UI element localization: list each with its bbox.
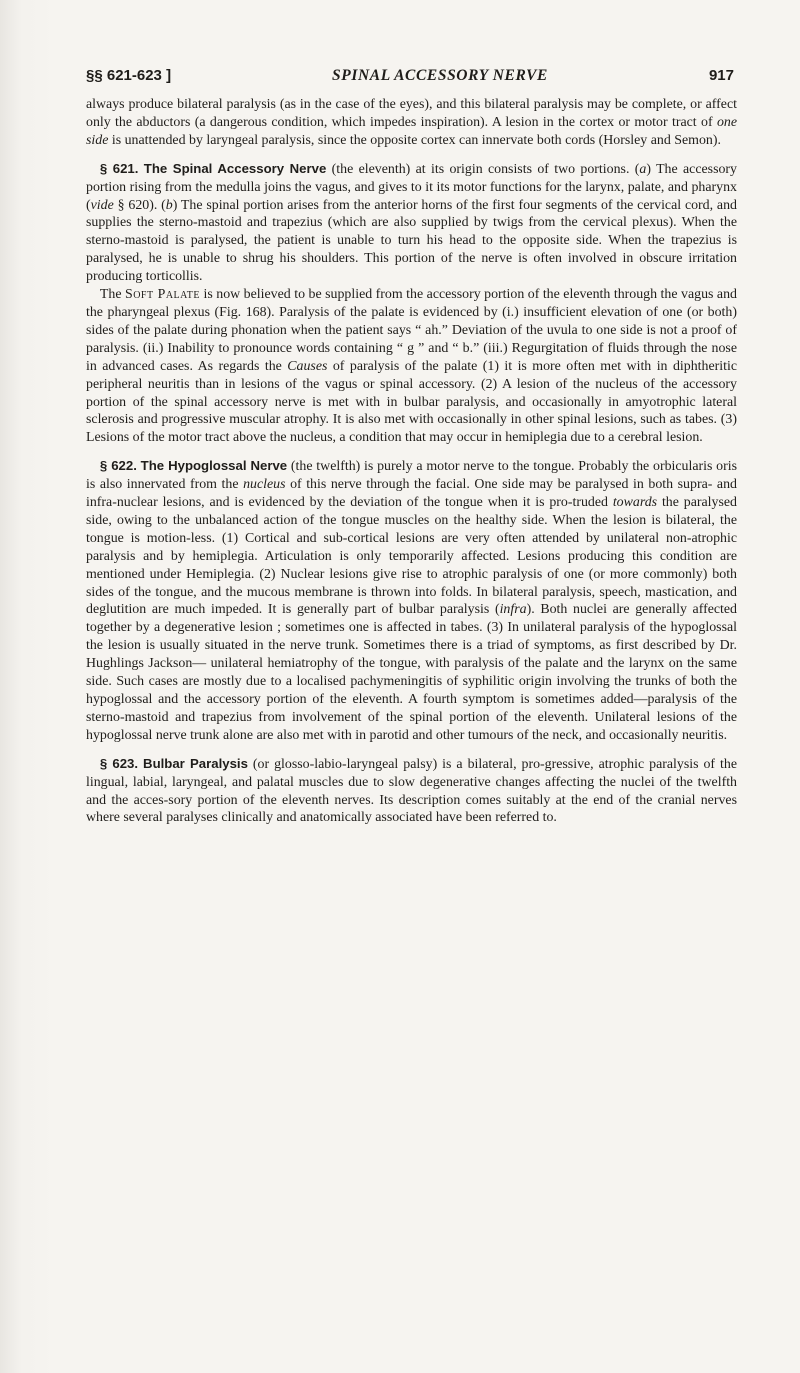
running-header xyxy=(86,66,734,86)
section-reference: §§ 621-623 ] xyxy=(86,67,172,84)
paragraph-continuation: always produce bilateral paralysis (as in the case of the eyes), and this bilateral paralysis may be complete, or affect only the abductors (a dangerous condition, which impedes inspiration). A lesion in the cortex or motor tract of one side is unattended by laryngeal paralysis, since the opposite cortex can innervate both cords (Horsley and Semon). xyxy=(86,97,737,148)
running-title: SPINAL ACCESSORY NERVE xyxy=(332,67,548,84)
section-621-heading: The Spinal Accessory Nerve xyxy=(143,160,327,176)
soft-palate-term: Soft Palate xyxy=(124,287,200,303)
section-621-paragraph: § 621. The Spinal Accessory Nerve (the eleventh) at its origin consists of two portions. (a) The accessory portion rising from the medulla joins the vagus, and gives to it its motor functions for the larynx, palate, and pharynx (vide § 620). (b) The spinal portion arises from the anterior horns of the first four segments of the cervical cord, and supplies the sterno-mastoid and trapezius (which are also supplied by twigs from the cervical plexus). When the sterno-mastoid is paralysed, the patient is unable to turn his head to the opposite side. When the trapezius is paralysed, he is unable to shrug his shoulders. This portion of the nerve is often involved in obscure irritation producing torticollis. xyxy=(86,160,737,285)
page-number: 917 xyxy=(708,67,734,84)
section-621-number: § 621. xyxy=(99,160,139,176)
section-623-paragraph: § 623. Bulbar Paralysis (or glosso-labio-laryngeal palsy) is a bilateral, pro-gressive, atrophic paralysis of the lingual, labial, laryngeal, and palatal muscles due to slow degenerative changes affecting the nuclei of the twelfth and the acces-sory portion of the eleventh nerves. Its description comes suitably at the end of the cranial nerves where several paralyses clinically and anatomically associated have been referred to. xyxy=(86,755,737,826)
section-622-heading: The Hypoglossal Nerve xyxy=(140,458,288,474)
section-623-number: § 623. xyxy=(99,755,139,771)
page-body xyxy=(86,96,737,827)
section-623-heading: Bulbar Paralysis xyxy=(143,755,248,771)
section-622-number: § 622. xyxy=(99,458,137,474)
section-622-paragraph: § 622. The Hypoglossal Nerve (the twelfth) is purely a motor nerve to the tongue. Probably the orbicularis oris is also innervated from the nucleus of this nerve through the facial. One side may be paralysed in both supra- and infra-nuclear lesions, and is evidenced by the deviation of the tongue when it is pro-truded towards the paralysed side, owing to the unbalanced action of the tongue muscles on the healthy side. When the lesion is bilateral, the tongue is motion-less. (1) Cortical and sub-cortical lesions are very often attended by unilateral non-atrophic paralysis and by hemiplegia. Articulation is only temporarily affected. Lesions producing this condition are mentioned under Hemiplegia. (2) Nuclear lesions give rise to atrophic paralysis of one (or more commonly) both sides of the tongue, and the mucous membrane is thrown into folds. In bilateral paralysis, speech, mastication, and deglutition are much impeded. It is generally part of bulbar paralysis (infra). Both nuclei are generally affected together by a degenerative lesion ; sometimes one is affected in tabes. (3) In unilateral paralysis of the hypoglossal the lesion is usually situated in the nerve trunk. Sometimes there is a triad of symptoms, as first described by Dr. Hughlings Jackson— unilateral hemiatrophy of the tongue, with paralysis of the palate and the larynx on the same side. Such cases are mostly due to a localised pachymeningitis of syphilitic origin involving the trunks of both the hypoglossal and the accessory portion of the eleventh. A fourth symptom is sometimes added—paralysis of the sterno-mastoid and trapezius from involvement of the spinal portion of the eleventh. Unilateral lesions of the hypoglossal nerve trunk alone are also met with in parotid and other tumours of the neck, and occasionally neuritis. xyxy=(86,458,738,743)
soft-palate-paragraph: The Soft Palate is now believed to be supplied from the accessory portion of the eleventh through the vagus and the pharyngeal plexus (Fig. 168). Paralysis of the palate is evidenced by (i.) insufficient elevation of one (or both) sides of the palate during phonation when the patient says “ ah.” Deviation of the uvula to one side is not a proof of paralysis. (ii.) Inability to pronounce words containing “ g ” and “ b.” (iii.) Regurgitation of fluids through the nose in advanced cases. As regards the Causes of paralysis of the palate (1) it is more often met with in diphtheritic peripheral neuritis than in lesions of the vagus or spinal accessory. (2) A lesion of the nucleus of the accessory portion of the spinal accessory nerve is met with in bulbar paralysis, and occasionally in amyotrophic lateral sclerosis and progressive muscular atrophy. It is also met with occasionally in other spinal lesions, such as tabes. (3) Lesions of the motor tract above the nucleus, a condition that may occur in hemiplegia due to a cerebral lesion. xyxy=(86,287,737,446)
